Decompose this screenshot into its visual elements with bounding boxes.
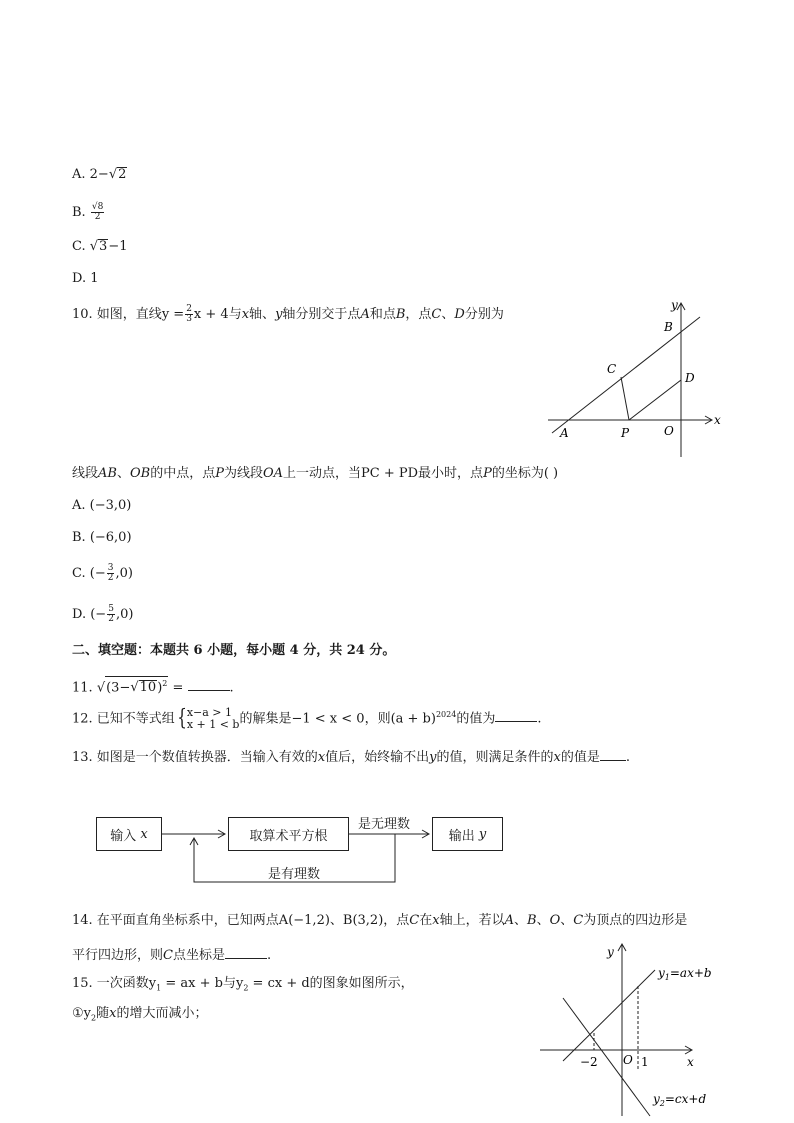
q10-figure [540, 295, 730, 463]
label-o: O [623, 1053, 633, 1067]
q9-option-c: C. √3−1 [72, 239, 128, 254]
label-b: B [664, 320, 673, 334]
fraction: $\frac{3}{2}$ [107, 563, 114, 583]
label-x: x [714, 413, 721, 427]
q15-item-1: $①y_2$随x的增大而减小； [72, 1006, 208, 1023]
q15-stem: 15. 一次函数$y_1$ = ax + b与$y_2$ = cx + d的图象如图所示， [72, 976, 414, 993]
q10-option-a: A. (−3,0) [72, 498, 132, 513]
q15-figure [535, 938, 735, 1118]
q11: 11. $√(3-√10)^2$ = . [72, 676, 234, 697]
label-y2: $y_2=cx+d$ [653, 1092, 707, 1108]
segment-pd [629, 380, 681, 420]
answer-blank [495, 707, 537, 722]
brace: { [176, 705, 187, 731]
line-ab [552, 317, 700, 433]
label-y: y [671, 298, 678, 312]
answer-blank [188, 676, 230, 691]
inequality-system: x−a > 1 x + 1 < b [186, 705, 240, 731]
label-a: A [560, 426, 569, 440]
fraction: $\frac{2}{3}$ [186, 304, 192, 324]
line-y2 [563, 998, 650, 1116]
label-y: y [607, 945, 614, 959]
line-y1 [563, 970, 655, 1061]
answer-blank [225, 944, 267, 959]
sqrt-radicand: $(3-√10)^2$ [105, 676, 168, 694]
label-o: O [664, 424, 674, 438]
q12: 12. 已知不等式组{ x−a > 1 x + 1 < b 的解集是−1 < x < 0，则$(a + b)^{2024}$的值为 . [72, 705, 542, 731]
flow-label-rational: 是有理数 [268, 867, 321, 882]
q10-stem-line1: 10. 如图，直线y = $\frac{2}{3}$ x + 4与x轴、y轴分别交于点A和点B，点C、D分别为 [72, 304, 504, 324]
fraction: $\frac{√8}{2}$ [91, 202, 104, 222]
q14-line1: 14. 在平面直角坐标系中，已知两点A(−1,2)、B(3,2)，点C在x轴上，若以A、B、O、C为顶点的四边形是 [72, 913, 688, 928]
sqrt-radicand: 3 [99, 239, 108, 254]
label-neg2: −2 [580, 1055, 598, 1069]
label-d: D [685, 371, 695, 385]
q10-option-c: C. (− $\frac{3}{2}$ ,0) [72, 563, 133, 583]
sqrt-radicand: 2 [118, 167, 127, 182]
flow-output-box: 输出 y [432, 817, 503, 851]
flow-label-irrational: 是无理数 [358, 817, 411, 832]
segment-cp [621, 377, 629, 420]
q9-option-b: B. $\frac{√8}{2}$ [72, 202, 104, 222]
q10-stem-line2: 线段AB、OB的中点，点P为线段OA上一动点，当PC + PD最小时，点P的坐标为( ) [72, 466, 559, 481]
label-y1: $y_1=ax+b$ [658, 966, 712, 982]
flow-input-box: 输入 x [96, 817, 162, 851]
answer-blank [600, 746, 626, 761]
label-one: 1 [641, 1055, 649, 1069]
fraction: $\frac{5}{2}$ [108, 604, 114, 624]
q14-line2: 平行四边形，则C点坐标是 . [72, 944, 271, 965]
q10-option-d: D. (− $\frac{5}{2}$ ,0) [72, 604, 134, 624]
q10-option-b: B. (−6,0) [72, 530, 132, 545]
q9-option-d: D. 1 [72, 271, 99, 286]
flow-process-box: 取算术平方根 [228, 817, 349, 851]
section-heading: 二、填空题：本题共 6 小题，每小题 4 分，共 24 分。 [72, 643, 396, 658]
label-p: P [621, 426, 630, 440]
label-c: C [607, 362, 617, 376]
label-x: x [687, 1055, 694, 1069]
q9-option-a: A. 2−√2 [72, 167, 127, 182]
q13: 13. 如图是一个数值转换器．当输入有效的x值后，始终输不出y的值，则满足条件的x的值是 . [72, 746, 630, 767]
